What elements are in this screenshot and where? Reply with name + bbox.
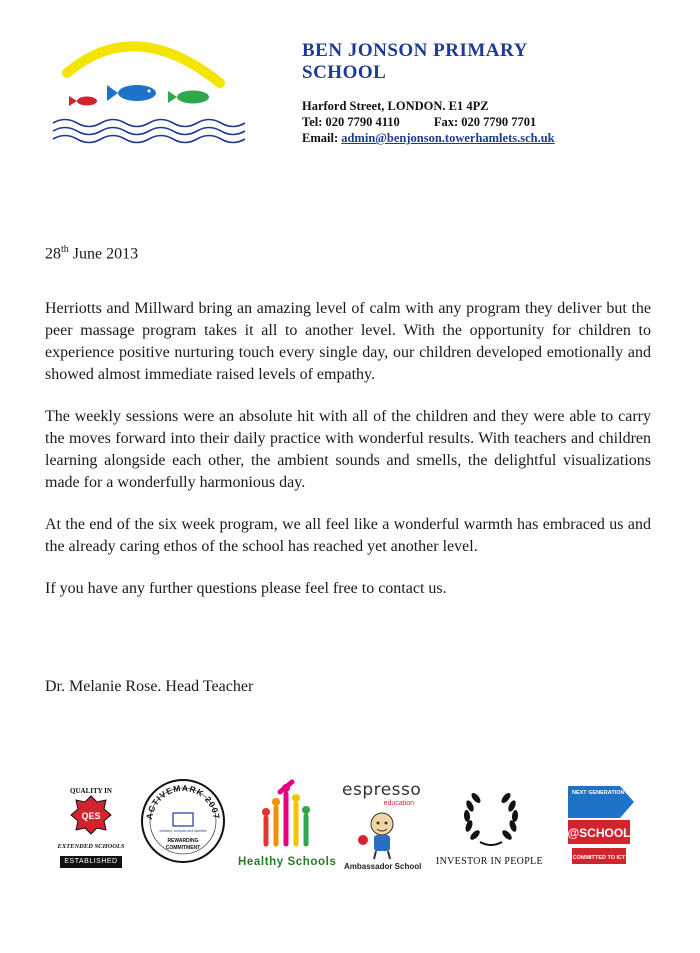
green-fish-icon (168, 91, 209, 104)
letter-body (45, 298, 651, 620)
signature: Dr. Melanie Rose. Head Teacher (45, 678, 254, 695)
school-logo (45, 35, 245, 155)
blue-fish-icon (107, 85, 156, 101)
activemark-small-text: children, schools and families (159, 829, 207, 833)
letterhead (302, 40, 682, 146)
qes-bottom-text: EXTENDED SCHOOLS (57, 843, 125, 850)
investor-in-people-badge (432, 784, 550, 876)
qes-badge (57, 782, 125, 868)
school-badge-top-text: NEXT GENERATION LEARNING (572, 790, 655, 796)
healthy-schools-figures-icon (236, 778, 332, 854)
email-link[interactable]: admin@benjonson.towerhamlets.sch.uk (341, 131, 555, 145)
school-badge-bottom-text: COMMITTED TO ICT (572, 855, 626, 861)
paragraph: If you have any further questions please feel free to contact us. (45, 580, 447, 597)
waves-icon (53, 120, 245, 143)
paragraph: The weekly sessions were an absolute hit with all of the children and they were able to carry the moves forward into their daily practice with wonderful results. With teachers and children learning alongside each other, the ambient sounds and smells, the delightful visualizations made for a wonderfully harmonious day. (45, 408, 651, 491)
paragraph: At the end of the six week program, we all feel like a wonderful warmth has embraced us and the already caring ethos of the school has reached yet another level. (45, 516, 651, 555)
qes-established-label: ESTABLISHED (60, 856, 122, 868)
date-month-year: June 2013 (72, 245, 139, 263)
laurel-wreath-icon (432, 784, 550, 852)
espresso-character-icon (352, 810, 412, 860)
espresso-ambassador-text: Ambassador School (344, 862, 422, 871)
date-suffix: th (61, 244, 69, 255)
accreditation-badges (0, 770, 700, 880)
healthy-schools-text: Healthy Schools (238, 856, 337, 868)
email-line (302, 130, 682, 146)
email-label: Email: (302, 131, 339, 145)
tel-number: Tel: 020 7790 4110 (302, 115, 400, 129)
activemark-line1: REWARDING (167, 838, 199, 844)
activemark-arc-text: ACTIVEMARK 2007 (144, 782, 222, 821)
school-name: BEN JONSON PRIMARY SCHOOL (302, 40, 528, 83)
espresso-badge (338, 780, 428, 876)
phone-line (302, 114, 682, 130)
letter-date (45, 244, 138, 263)
activemark-line2: COMMITMENT (165, 845, 201, 851)
at-school-badge (562, 782, 655, 868)
espresso-subtitle: education (383, 800, 414, 807)
activemark-badge (140, 778, 226, 864)
address-line: Harford Street, LONDON. E1 4PZ (302, 99, 489, 113)
fax-number: Fax: 020 7790 7701 (433, 115, 537, 129)
date-day: 28 (45, 245, 61, 263)
healthy-schools-badge (236, 778, 337, 874)
qes-top-text: QUALITY IN (70, 787, 112, 795)
red-fish-icon (69, 96, 97, 106)
school-badge-main-text: @SCHOOL (567, 826, 631, 840)
qes-center-text: QES (81, 811, 101, 821)
espresso-title: espresso (342, 780, 422, 800)
iip-text: INVESTOR IN PEOPLE (436, 856, 543, 867)
school-address-block (302, 98, 682, 146)
paragraph: Herriotts and Millward bring an amazing level of calm with any program they deliver but the peer massage program takes it all to another level. With the opportunity for children to experience positive nurturing touch every single day, our children developed emotionally and showed almost immediate raised levels of empathy. (45, 300, 651, 383)
